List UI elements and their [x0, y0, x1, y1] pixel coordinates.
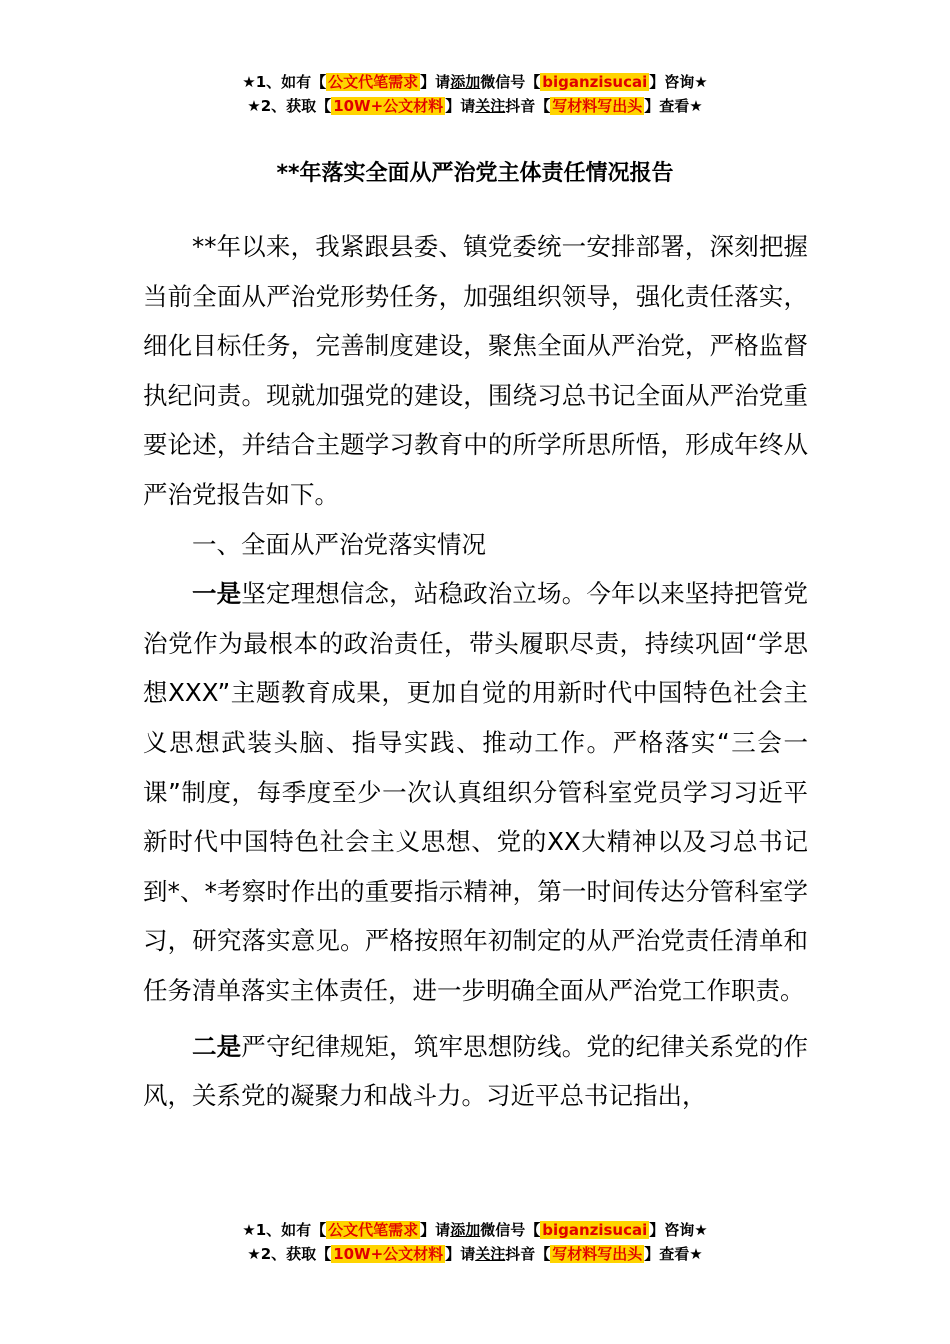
banner-line-1: ★1、如有【 公文代笔需求 】请添加微信号【 biganzisucai 】咨询★: [242, 1221, 708, 1239]
banner-highlight: biganzisucai: [542, 1221, 648, 1239]
document-body: [143, 222, 808, 1121]
banner-highlight: 10W+公文材料: [333, 1245, 444, 1263]
paragraph: **年以来，我紧跟县委、镇党委统一安排部署，深刻把握当前全面从严治党形势任务，加强组织领导，强化责任落实，细化目标任务，完善制度建设，聚焦全面从严治党，严格监督执纪问责。现就加强党的建设，围绕习总书记全面从严治党重要论述，并结合主题学习教育中的所学所思所悟，形成年终从严治党报告如下。: [143, 232, 808, 509]
section-heading: 一、全面从严治党落实情况: [192, 529, 486, 559]
banner-highlight: biganzisucai: [542, 73, 648, 91]
banner-highlight: 写材料写出头: [552, 1245, 643, 1263]
banner-line-2: ★2、获取【 10W+公文材料 】请关注抖音【 写材料写出头 】查看★: [247, 1245, 703, 1263]
banner-line-2: ★2、获取【 10W+公文材料 】请关注抖音【 写材料写出头 】查看★: [247, 97, 703, 115]
paragraph-lead: 二是: [192, 1031, 242, 1061]
banner-highlight: 公文代笔需求: [328, 73, 419, 91]
paragraph: 一是坚定理想信念，站稳政治立场。今年以来坚持把管党治党作为最根本的政治责任，带头履职尽责，持续巩固“学思想XXX”主题教育成果，更加自觉的用新时代中国特色社会主义思想武装头脑、指导实践、推动工作。严格落实“三会一课”制度，每季度至少一次认真组织分管科室党员学习习近平新时代中国特色社会主义思想、党的XX大精神以及习总书记到*、*考察时作出的重要指示精神，第一时间传达分管科室学习，研究落实意见。严格按照年初制定的从严治党责任清单和任务清单落实主体责任，进一步明确全面从严治党工作职责。: [143, 579, 809, 1005]
document-title: **年落实全面从严治党主体责任情况报告: [276, 161, 674, 186]
banner-line-1: ★1、如有【 公文代笔需求 】请添加微信号【 biganzisucai 】咨询★: [242, 73, 708, 91]
bottom-banner: [0, 1218, 950, 1266]
paragraph-lead: 一是: [192, 579, 242, 609]
top-banner: [0, 70, 950, 118]
paragraph: 二是严守纪律规矩，筑牢思想防线。党的纪律关系党的作风，关系党的凝聚力和战斗力。习近平总书记指出，: [143, 1031, 809, 1111]
banner-highlight: 写材料写出头: [552, 97, 643, 115]
banner-highlight: 公文代笔需求: [328, 1221, 419, 1239]
banner-highlight: 10W+公文材料: [333, 97, 444, 115]
